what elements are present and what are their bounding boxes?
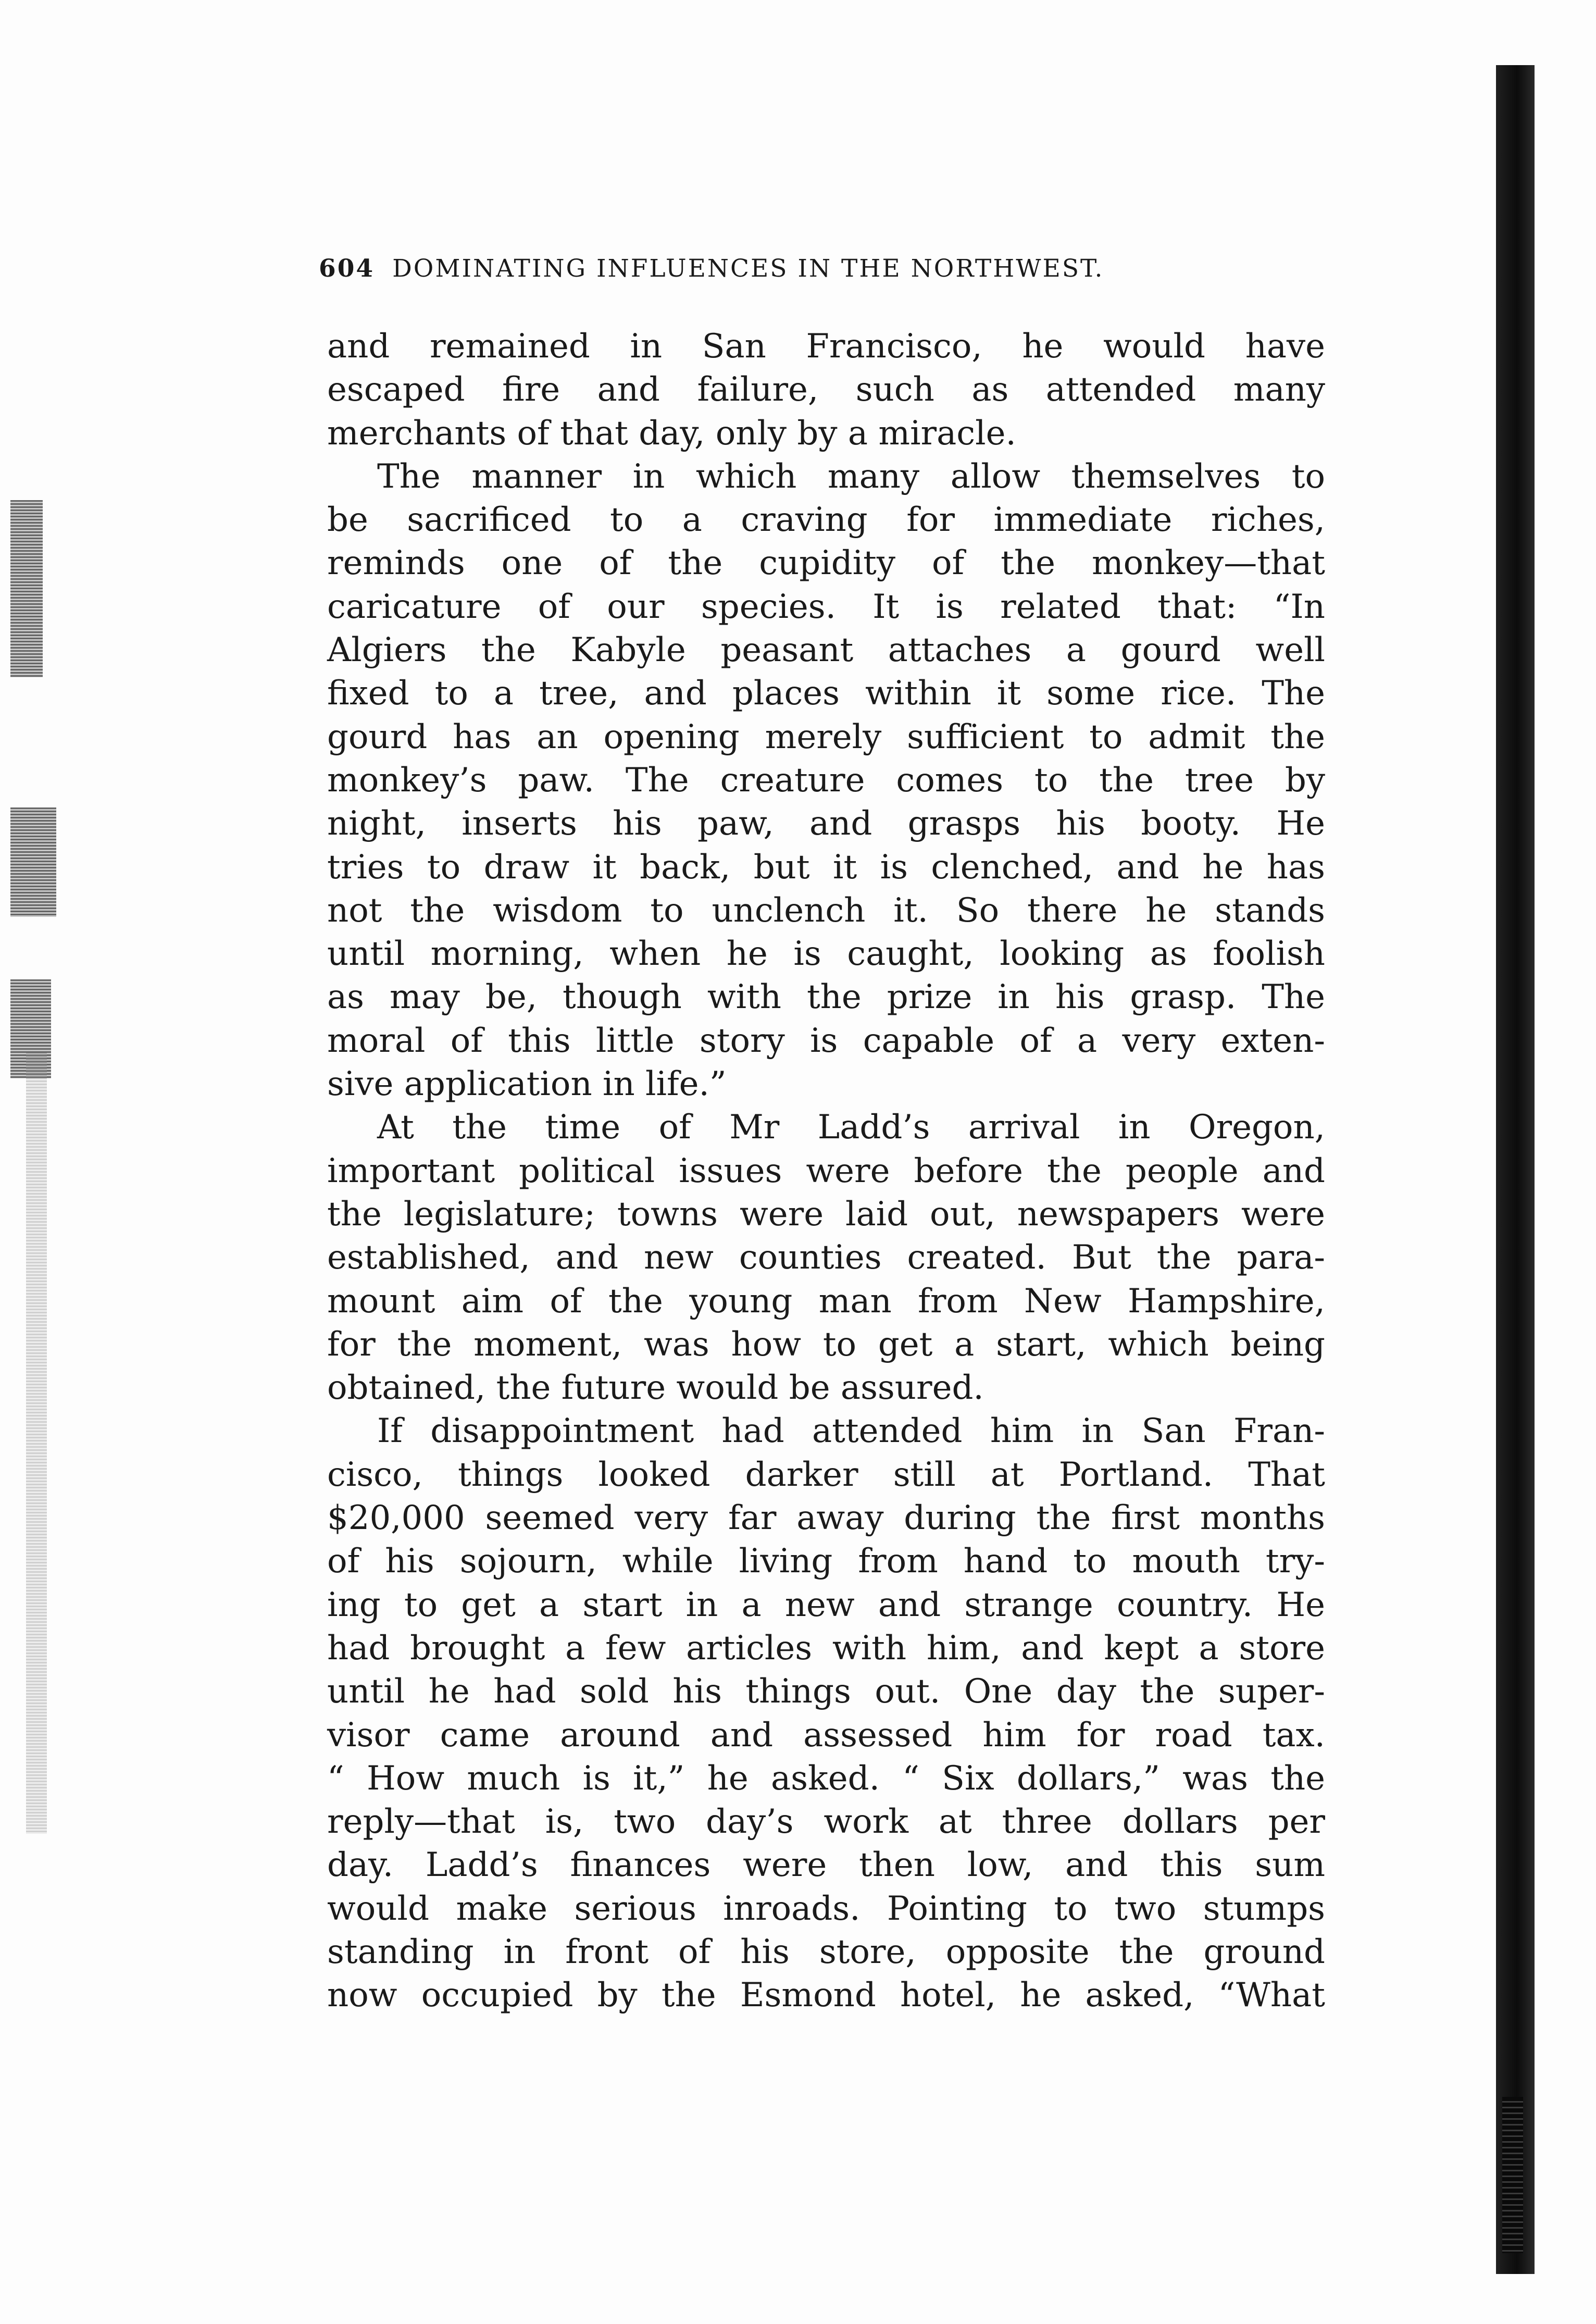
text-line: merchants of that day, only by a miracle. xyxy=(327,414,1016,453)
body-text xyxy=(327,325,1325,2018)
text-line: established, and new counties created. But the para- xyxy=(327,1238,1325,1277)
text-line: until morning, when he is caught, looking as foolish xyxy=(327,935,1325,974)
text-line: tries to draw it back, but it is clenched, and he has xyxy=(327,848,1325,887)
text-line: caricature of our species. It is related that: “In xyxy=(327,587,1325,626)
text-line: had brought a few articles with him, and kept a store xyxy=(327,1629,1325,1668)
text-line: day. Ladd’s finances were then low, and this sum xyxy=(327,1846,1325,1885)
text-line: fixed to a tree, and places within it some rice. The xyxy=(327,674,1325,713)
margin-show-through-mark xyxy=(10,807,56,917)
margin-show-through-mark xyxy=(10,500,43,677)
text-line: obtained, the future would be assured. xyxy=(327,1369,984,1408)
text-line: not the wisdom to unclench it. So there he stands xyxy=(327,891,1325,930)
text-line: night, inserts his paw, and grasps his booty. He xyxy=(327,804,1325,843)
text-line: reply—that is, two day’s work at three dollars per xyxy=(327,1803,1325,1842)
text-line: the legislature; towns were laid out, newspapers were xyxy=(327,1195,1325,1234)
text-line: Algiers the Kabyle peasant attaches a gourd well xyxy=(327,631,1325,670)
text-line: cisco, things looked darker still at Portland. That xyxy=(327,1455,1325,1494)
text-line: until he had sold his things out. One day the super- xyxy=(327,1672,1325,1711)
text-line: visor came around and assessed him for road tax. xyxy=(327,1716,1325,1755)
book-binding-edge xyxy=(1496,65,1535,2274)
text-line: At the time of Mr Ladd’s arrival in Oregon, xyxy=(377,1108,1325,1147)
text-line: $20,000 seemed very far away during the first months xyxy=(327,1499,1325,1538)
text-line: ing to get a start in a new and strange country. He xyxy=(327,1585,1325,1624)
text-line: reminds one of the cupidity of the monkey—that xyxy=(327,544,1325,583)
text-line: standing in front of his store, opposite the ground xyxy=(327,1932,1325,1971)
page-number: 604 xyxy=(319,254,375,283)
running-title: DOMINATING INFLUENCES IN THE NORTHWEST. xyxy=(392,254,1104,283)
margin-show-through-mark xyxy=(26,1052,47,1834)
text-line: be sacrificed to a craving for immediate riches, xyxy=(327,501,1325,540)
text-line: The manner in which many allow themselves to xyxy=(377,457,1325,496)
text-line: gourd has an opening merely sufficient to admit the xyxy=(327,717,1325,756)
text-line: of his sojourn, while living from hand to mouth try- xyxy=(327,1542,1325,1581)
text-line: would make serious inroads. Pointing to two stumps xyxy=(327,1889,1325,1928)
text-line: for the moment, was how to get a start, which being xyxy=(327,1325,1325,1364)
text-line: and remained in San Francisco, he would have xyxy=(327,327,1325,366)
text-line: now occupied by the Esmond hotel, he asked, “What xyxy=(327,1976,1325,2015)
text-line: If disappointment had attended him in San Fran- xyxy=(377,1412,1325,1451)
text-line: “ How much is it,” he asked. “ Six dollars,” was the xyxy=(327,1759,1325,1798)
text-line: as may be, though with the prize in his grasp. The xyxy=(327,978,1325,1017)
text-line: sive application in life.” xyxy=(327,1065,727,1104)
text-line: moral of this little story is capable of a very exten- xyxy=(327,1021,1325,1060)
text-line: monkey’s paw. The creature comes to the tree by xyxy=(327,761,1325,800)
text-line: mount aim of the young man from New Hampshire, xyxy=(327,1282,1325,1321)
text-line: important political issues were before the people and xyxy=(327,1151,1325,1190)
page-header xyxy=(319,254,1308,291)
text-line: escaped fire and failure, such as attended many xyxy=(327,370,1325,409)
